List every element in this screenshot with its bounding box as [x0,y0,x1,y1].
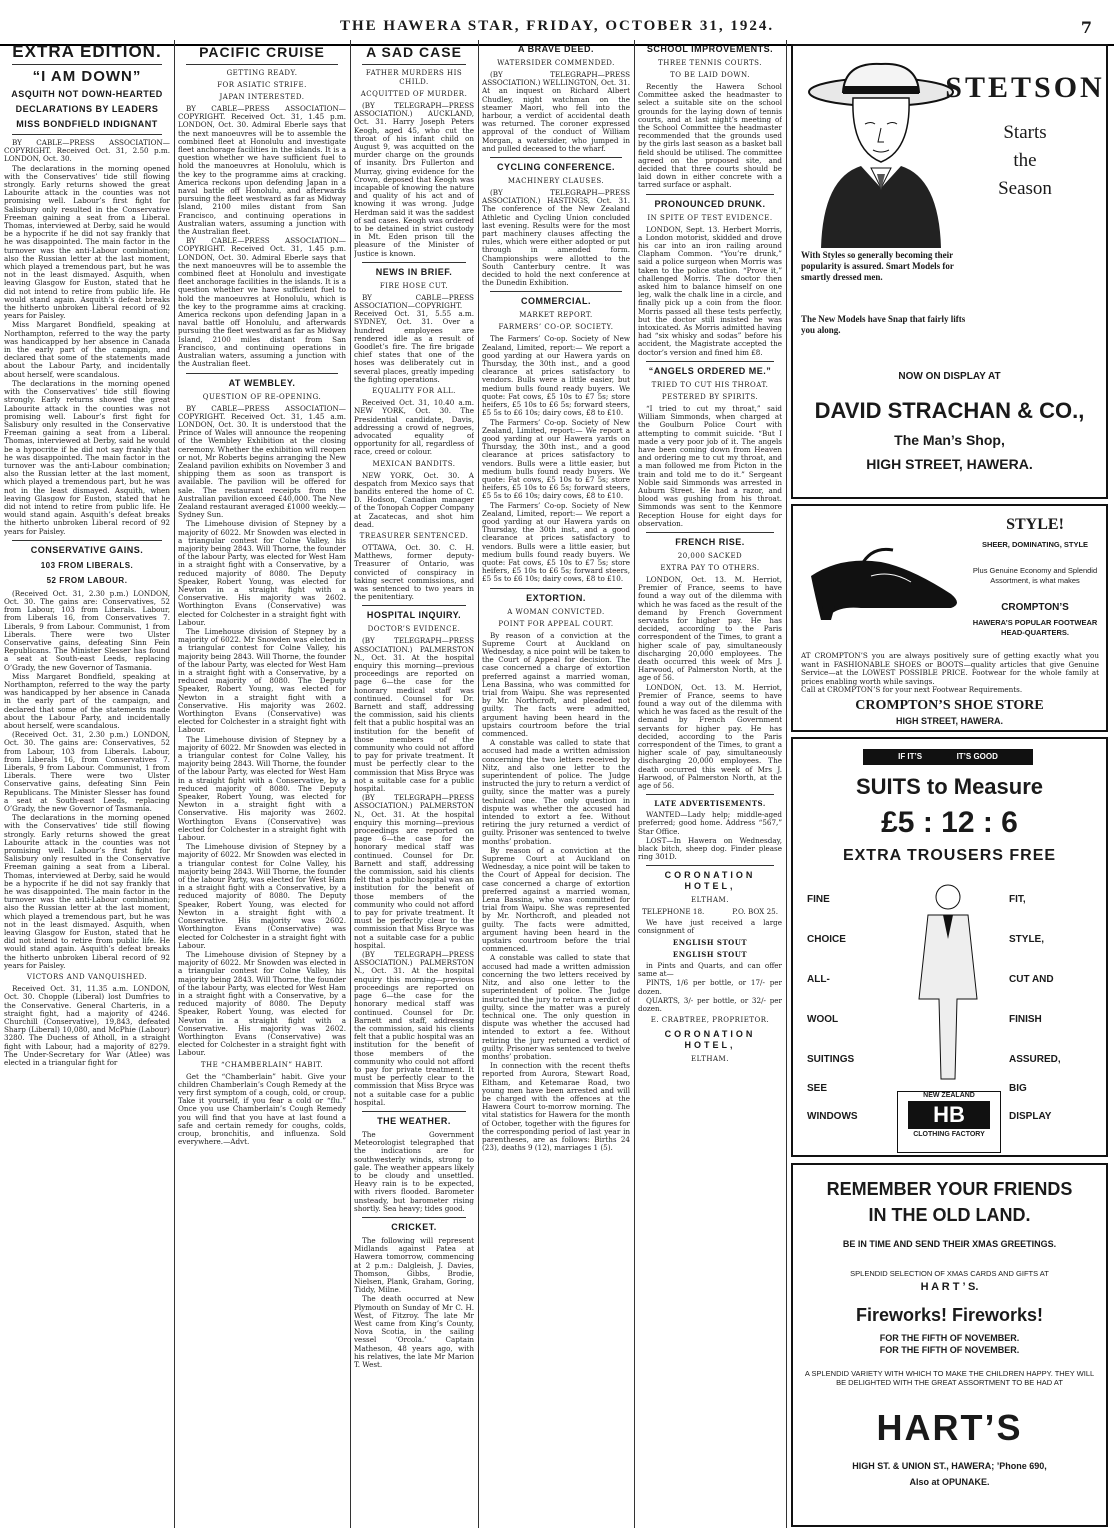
article-subheading: 20,000 SACKED [677,551,743,560]
proprietor-name: E. CRABTREE, PROPRIETOR. [650,1016,770,1025]
crompton-style: STYLE! [1006,516,1064,533]
article-subheading: A WOMAN CONVICTED. [507,607,605,616]
article-body: LONDON, Oct. 13. M. Herriot, Premier of France, seems to have found a way out of the dilemma with which he was faced as the result of the demand by French Government servants for higher pay. He has decided, according to the Paris correspondent of the Times, to grant a higher scale of pay, simultaneously discharging 20,000 employees. The death occurred this week of Mrs J. Harwood, of Palmerston North, at the age of 56. [638,574,782,683]
section-heading: LATE ADVERTISEMENTS. [654,799,766,809]
harts-selection: SPLENDID SELECTION OF XMAS CARDS AND GIFTS AT [850,1269,1049,1278]
logo-text: NEW ZEALAND [923,1092,975,1099]
article-body: NEW YORK, Oct. 30. A despatch from Mexico says that bandits entered the home of C. D. Hodson, Canadian manager of the Tonopah Copper Company at Zacatecas, and shot him dead. [354,470,474,529]
product-name: ENGLISH STOUT [672,938,748,948]
article-body: The Farmers’ Co-op. Society of New Zealand, Limited, report:— We report a good yarding at our Hawera yards on Thursday, the 30th inst., and a good clearance at prices satisfactory to vendors. Bulls were a little easier, but medium bulls found ready buyers. We quote: Fat cows, £5 10s to £7 5s; store heifers, £5 10s to £6 5s; forward steers, £5 5s to £6 10s; dairy cows, £8 to £10. [482,417,630,501]
suits-feature-left: WOOL [807,1014,839,1025]
suits-windows: WINDOWS [807,1111,858,1122]
article-body: (BY TELEGRAPH—PRESS ASSOCIATION.) PALMERSTON N., Oct. 31. At the hospital enquiry this morning—previous proceedings are reported on page 6—the case for the honorary medical staff was continued. Counsel for Dr. Barnett and staff, addressing the commission, said his clients felt that a public hospital was an institution for the benefit of those members of the community who could not afford to pay for private treatment. It must be perfectly clear to the commission that Miss Bryce was not a suitable case for a public hospital. [354,636,474,794]
article-subheading: FOR ASIATIC STRIFE. [217,81,307,89]
article-body: “I tried to cut my throat,” said William Simmonds, when charged at the Goulburn Police Court with attempting to commit suicide. “But I made a very poor job of it. The angels have been coming down from Heaven and ordering me to cut my throat, and a man followed me from Picton in the train and told me to do it.” Sergeant Noble said Simmonds was arrested in Auburn Street. He had a razor, and blood was gushing from his throat. Simmonds was sent to the Kenmore Reception House for eight days for observation. [638,403,782,528]
article-body: (BY TELEGRAPH—PRESS ASSOCIATION.) PALMERSTON N., Oct. 31. At the hospital enquiry this morning—previous proceedings are reported on page 6—the case for the honorary medical staff was continued. Counsel for Dr. Barnett and staff, addressing the commission, said his clients felt that a public hospital was an institution for the benefit of those members of the community who could not afford to pay for private treatment. It must be perfectly clear to the commission that Miss Bryce was not a suitable case for a public hospital. [354,950,474,1107]
column-rule [478,40,479,1528]
crompton-plus: Plus Genuine Economy and Splendid Assortment, is what makes [972,566,1098,585]
article-subheading: GETTING READY. [226,69,298,77]
article-body: LONDON, Oct. 13. M. Herriot, Premier of France, seems to have found a way out of the dilemma with which he was faced as the result of the demand by French Government servants for higher pay. He has decided, according to the Paris correspondent of the Times, to grant a higher scale of pay, simultaneously discharging 20,000 employees. The death occurred this week of Mrs J. Harwood, of Palmerston North, at the age of 56. [638,682,782,791]
article-body: (BY TELEGRAPH—PRESS ASSOCIATION.) HASTINGS, Oct. 31. The conference of the New Zealand Athletic and Cycling Union concluded last evening. Results were for the most part machinery clauses affecting the rules, which were either adopted or put through in amended form. Championships were allotted to the South Canterbury centre. It was decided to hold the next conference at the Dunedin Exhibition. [482,188,630,288]
article-body: Received Oct. 31, 10.40 a.m. NEW YORK, Oct. 30. The Presidential candidate, Davis, addressing a crowd of negroes, advocated equality of opportunity for all, regardless of race, creed or colour. [354,398,474,457]
badge-text: IF IT’S [898,752,923,761]
harts-opunake: Also at OPUNAKE. [909,1477,990,1487]
article-body: The following will represent Midlands against Patea at Hawera tomorrow, commencing at 2 p.m.: Dalgleish, J. Davies, Thomson, Gibbs, Brodie, Nielsen, Plank, Graham, Goring, Tiddy, Milne. [354,1235,474,1295]
hotel-name: CORONATION HOTEL, [664,870,756,892]
article-subheading: MACHINERY CLAUSES. [507,177,605,186]
article-subheading: MEXICAN BANDITS. [372,459,456,468]
harts-ad [791,1163,1108,1527]
article-body: BY CABLE—PRESS ASSOCIATION—COPYRIGHT. Received Oct. 31, 1.45 a.m. LONDON, Oct. 30. It is understood that the Prince of Wales will announce the reopening of the Wembley Exhibition at the closing ceremony. Whether the exhibition will reopen or not, Mr Roberts begins arranging the New Zealand pavilion exhibits on November 3 and shipping them as soon as transport is available. The pavilion will be offered for sale. The restaurant receipts from the Australian pavilion exceed £40,000. The New Zealand restaurant averaged £1000 weekly.—Sydney Sun. [178,403,346,520]
column-rule [634,40,635,1528]
harts-variety: A SPLENDID VARIETY WITH WHICH TO MAKE THE CHILDREN HAPPY. THEY WILL BE DELIGHTED WITH THE GREAT ASSORTMENT TO BE HAD AT [804,1369,1095,1387]
article-subheading: FIRE HOSE CUT. [379,281,449,290]
article-body: By reason of a conviction at the Supreme Court at Auckland on Wednesday, a nice point will be taken to the Court of Appeal for decision. The case concerned a charge of extortion preferred against a married woman, Lena Bassina, who was committed for trial from Waipu. She was represented by Mr. Northcroft, and pleaded not guilty. The facts were admitted, argument having been heard in the upstairs courtroom before the trial commenced. [482,845,630,954]
column-1 [4,40,170,1528]
suits-feature-right: CUT AND [1009,974,1054,985]
article-subheading: DECLARATIONS BY LEADERS [15,104,159,114]
article-body: Received Oct. 31, 11.35 a.m. LONDON, Oct. 30. Chopple (Liberal) lost Dumfries to the Conservative. General Charteris, in a straight fight, had a majority of 4246. Churchill (Conservative), 19,843, defeated Sharp (Liberal) 10,080, and McPhie (Labour) 3280. The Duchess of Atholl, in a straight fight with Labour, had a majority of 8279. The Under-Secretary for War (Atlee) was elected in a triangular fight for [4,984,170,1067]
column-3 [354,40,474,1528]
section-heading: VICTORS AND VANQUISHED. [26,973,148,982]
section-heading: THE “CHAMBERLAIN” HABIT. [200,1060,324,1069]
stetson-copy: With Styles so generally becoming their popularity is assured. Smart Models for smartly dressed men. [801,250,954,282]
crompton-store: CROMPTON’S SHOE STORE [855,698,1044,713]
article-headline: CYCLING CONFERENCE. [496,162,615,173]
suits-feature-right: STYLE, [1009,934,1045,945]
article-body: OTTAWA, Oct. 30. C. H. Matthews, former deputy-Treasurer of Ontario, was convicted of conspiracy in taking secret commissions, and was sentenced to two years in the penitentiary. [354,542,474,602]
price-line: PINTS, 1/6 per bottle, or 17/- per dozen. [638,978,782,996]
shoe-illustration [801,516,971,626]
suits-feature-right: FINISH [1009,1014,1042,1025]
suits-right-list [1009,894,1099,1094]
crompton-body: AT CROMPTON’S you are always positively sure of getting exactly what you want in FASHIONABLE SHOES or BOOTS—quality articles that give Genuine Service—at the LOWEST POSSIBLE PRICE. Footwear for the whole family at prices enabling worth while savings. [801,651,1099,686]
article-subheading: FARMERS’ CO-OP. SOCIETY. [498,323,614,332]
article-subheading: MISS BONDFIELD INDIGNANT [16,119,158,129]
article-headline: A BRAVE DEED. [517,44,594,54]
article-body: BY CABLE—PRESS ASSOCIATION—COPYRIGHT. Received Oct. 31, 1.45 p.m. LONDON, Oct. 30. Admiral Eberle says that the next manoeuvres will be to assemble the combined fleet at Honolulu and investigate fleet anchorage facilities in the islands. It is a question whether we have sufficient fuel to hold the manoeuvres at Honolulu, which is the key to the programme aims at cracking. America reckons upon defending Japan in a naval battle off Honolulu, and afterwards pursuing the fleet westward as far as Midway Island, 2100 miles distant from San Francisco, and continuing operations in Australian waters, assuming a junction with the Australian fleet. [178,236,346,369]
article-body: Recently the Hawera School Committee asked the headmaster to select a suitable site on the school grounds for the laying down of tennis courts, and at last night’s meeting of the School Committee the headmaster recommended that the grounds used by the girls last season as a basket ball field should be utilised. The committee agreed on the proposed site, and decided that three courts should be laid down in either concrete with a tarred surface or asphalt. [638,82,782,190]
hotel-pobox: P.O. BOX 25. [732,907,778,917]
harts-fireworks: Fireworks! Fireworks! [855,1305,1044,1325]
crompton-address: HIGH STREET, HAWERA. [895,716,1003,726]
classified-ad: WANTED—Lady help; middle-aged preferred; good home. Address “567,” Star Office. [638,810,782,836]
its-good-badge [863,749,1033,765]
article-headline: SCHOOL IMPROVEMENTS. [646,44,774,54]
section-subheading: 103 FROM LIBERALS. [40,560,134,570]
article-body: The declarations in the morning opened with the Conservatives’ tide still flowing strongly. Early returns showed the great Labourite attack in the counties was not promising well. Labour’s first fight for Salisbury only resulted in the Conservative Freeman gaining a seat from a Liberal. Thomas, interviewed at Derby, said he would be a hypocrite if he did not say frankly that he was disappointed. The main factor in the turnover was the anti-Labour combination; also the Russian letter at the last moment, which played a tremendous part, but he was not in the least dismayed. Asquith, when leaving Glasgow for Euston, stated that he did not intend to retire from public life. He would stand again. Asquith’s defeat breaks the hitherto unbroken Liberal record of 92 years for Paisley. [4,813,170,970]
hat-man-illustration [801,58,961,248]
suits-feature-left: SUITINGS [807,1054,855,1065]
harts-name-small: H A R T ’ S. [920,1281,979,1293]
article-headline: PACIFIC CRUISE [199,44,325,60]
masthead-title: THE HAWERA STAR, FRIDAY, OCTOBER 31, 1924. [340,18,775,34]
advertorial-body: Get the “Chamberlain” habit. Give your children Chamberlain’s Cough Remedy at the very first symptom of a cough, cold, or croup. Take it yourself, if you fear a cold or “flu.” Once you use Chamberlain’s Cough Remedy you will find that you have at last found a safe and certain remedy for coughs, colds, croup, bronchitis, and influenza. Sold everywhere.—Advt. [178,1071,346,1147]
store-name: DAVID STRACHAN & CO., [814,398,1085,423]
article-subheading: QUESTION OF RE-OPENING. [202,392,322,401]
hotel-location: ELTHAM. [691,1055,729,1064]
store-address: HIGH STREET, HAWERA. [866,456,1033,472]
harts-headline: IN THE OLD LAND. [868,1205,1031,1225]
hotel-location: ELTHAM. [691,896,729,905]
article-body: (BY TELEGRAPH—PRESS ASSOCIATION.) PALMERSTON N., Oct. 31. At the hospital enquiry this morning—previous proceedings are reported on page 6—the case for the honorary medical staff was continued. Counsel for Dr. Barnett and staff, addressing the commission, said his clients felt that a public hospital was an institution for the benefit of those members of the community who could not afford to pay for private treatment. It must be perfectly clear to the commission that Miss Bryce was not a suitable case for a public hospital. [354,793,474,950]
article-subheading: JAPAN INTERESTED. [219,93,305,101]
harts-address: HIGH ST. & UNION ST., HAWERA; ’Phone 690, [852,1461,1047,1471]
article-headline: A SAD CASE [366,44,462,60]
column-rule [174,40,175,1528]
hotel-telephone: TELEPHONE 18. [642,907,705,917]
suits-price: £5 : 12 : 6 [881,806,1018,839]
article-body: Miss Margaret Bondfield, speaking at Northampton, referred to the way the party was handicapped by her absence in Canada in the early part of the campaign, and declared that some of the statements made about the Labour Party, and incidentally about herself, were scandalous. [4,671,170,730]
suits-feature-left: FINE [807,894,830,905]
harts-name: HART’S [876,1407,1023,1448]
stetson-copy: The New Models have Snap that fairly lifts you along. [801,314,966,335]
product-name: ENGLISH STOUT [672,950,748,960]
article-headline: AT WEMBLEY. [228,377,296,388]
article-subheading: THREE TENNIS COURTS. [658,59,762,67]
suit-figure-illustration [893,879,1003,1089]
stetson-line: Season [998,178,1052,199]
harts-greetings: BE IN TIME AND SEND THEIR XMAS GREETINGS. [842,1239,1057,1249]
article-body: The Limehouse division of Stepney by a majority of 6022. Mr Snowden was elected in a triangular contest for Colne Valley, his majority being 2843. Will Thorne, the founder of the labour Party, was elected for West Ham in a straight fight with a Conservative, by a reduced majority of 8080. The Deputy Speaker, Robert Young, was elected for Newton in a straight fight with a Conservative. His majority was 2602. Worthington Evans (Conservative) was elected for Colchester in a straight fight with Labour. [178,734,346,843]
badge-text: IT’S GOOD [956,752,998,761]
crompton-popular: HAWERA’S POPULAR FOOTWEAR HEAD-QUARTERS. [972,618,1098,637]
article-body: In connection with the recent thefts reported from Aurora, Stewart Road, Eltham, and Ketemarae Road, two young men have been arrested and will be charged with the offences at the Hawera Court to-morrow morning. The vital statistics for Hawera for the month of October, together with the figures for the corresponding period of last year in parentheses, are as follows: Births 24 (23), deaths 9 (12), marriages 1 (5). [482,1061,630,1153]
stetson-line: the [1013,150,1037,171]
column-rule [350,40,351,1528]
article-body: The Limehouse division of Stepney by a majority of 6022. Mr Snowden was elected in a triangular contest for Colne Valley, his majority being 2843. Will Thorne, the founder of the labour Party, was elected for West Ham in a straight fight with a Conservative, by a reduced majority of 8080. The Deputy Speaker, Robert Young, was elected for Newton in a straight fight with a Conservative. His majority was 2602. Worthington Evans (Conservative) was elected for Colchester in a straight fight with Labour. [178,949,346,1058]
article-body: The declarations in the morning opened with the Conservatives’ tide still flowing strongly. Early returns showed the great Labourite attack in the counties was not promising well. Labour’s first fight for Salisbury only resulted in the Conservative Freeman gaining a seat from a Liberal. Thomas, interviewed at Derby, said he would be a hypocrite if he did not say frankly that he was disappointed. The main factor in the turnover was the anti-Labour combination; also the Russian letter at the last moment, which played a tremendous part, but he was not in the least dismayed. Asquith, when leaving Glasgow for Euston, stated that he did not intend to retire from public life. He would stand again. Asquith’s defeat breaks the hitherto unbroken Liberal record of 92 years for Paisley. [4,163,170,321]
article-headline: FRENCH RISE. [675,536,745,547]
ad-body: We have just received a large consignment of [638,917,782,935]
ad-body: in Pints and Quarts, and can offer same at— [638,961,782,979]
article-subheading: TO BE LAID DOWN. [670,71,750,79]
article-subheading: FATHER MURDERS HIS CHILD. [365,69,463,86]
harts-headline: REMEMBER YOUR FRIENDS [826,1179,1073,1199]
column-4 [482,40,630,1528]
suits-extra: EXTRA TROUSERS FREE [842,847,1057,864]
stetson-display: NOW ON DISPLAY AT [898,371,1001,382]
article-subheading: PESTERED BY SPIRITS. [661,392,759,401]
article-headline: “I AM DOWN” [32,68,142,85]
logo-text: HB [908,1101,990,1129]
suits-title: SUITS to Measure [855,774,1044,799]
extra-edition-heading: EXTRA EDITION. [12,42,162,61]
article-body: (BY TELEGRAPH—PRESS ASSOCIATION.) AUCKLAND, Oct. 31. Harry Joseph Peters Keogh, aged 45, who cut the throat of his infant child on August 9, was acquitted on the murder charge on the grounds of insanity. Drs Fullerton and Murray, giving evidence for the Crown, deposed that Keogh was incapable of knowing the nature and quality of his act and of knowing it was wrong. Judge Herdman said it was the saddest of sad cases. Keogh was ordered to be detained in strict custody in Mt. Eden prison till the pleasure of the Minister of Justice is known. [354,101,474,258]
article-body: BY CABLE—PRESS ASSOCIATION—COPYRIGHT. Received Oct. 31, 5.55 a.m. SYDNEY, Oct. 31. Over a hundred employees are rendered idle as a result of Goodlet’s fire. The fire brigade chief states that one of the hoses was deliberately cut in several places, greatly impeding the fighting operations. [354,292,474,384]
price-line: QUARTS, 3/- per bottle, or 32/- per dozen. [638,995,782,1014]
article-subheading: WATERSIDER COMMENDED. [497,59,615,67]
column-rule [786,40,787,1528]
article-headline: NEWS IN BRIEF. [375,266,453,277]
suits-feature-right: FIT, [1009,894,1026,905]
article-subheading: TRIED TO CUT HIS THROAT. [651,380,769,389]
article-headline: THE WEATHER. [377,1115,451,1126]
article-body: A constable was called to state that accused had made a written admission concerning the two letters received by Nitz, and also one letter to the superintendent of police. The Judge instructed the jury to return a verdict of guilty, since the matter was a purely technical one. The only question in dispute was whether the accused had intended to extort a fee. Without retiring the jury returned a verdict of guilty. Prisoner was sentenced to twelve months’ probation. [482,953,630,1061]
article-body: The Government Meteorologist telegraphed that the indications are for southwesterly winds, strong to gale. The weather appears likely to be cloudy and unsettled. Heavy rain is to be expected, with rivers flooded. Barometer unsteady, but barometer rising shortly. Sea heavy; tides good. [354,1129,474,1213]
suits-feature-right: ASSURED, [1009,1054,1061,1065]
crompton-name: CROMPTON’S [1001,602,1069,613]
article-subheading: EQUALITY FOR ALL. [372,387,456,396]
classified-ad: LOST—In Hawera on Wednesday, black bitch, sheep dog. Finder please ring 301D. [638,835,782,862]
article-body: BY CABLE—PRESS ASSOCIATION—COPYRIGHT. Received Oct. 31, 1.45 p.m. LONDON, Oct. 30. Admiral Eberle says that the next manoeuvres will be to assemble the combined fleet at Honolulu and investigate fleet anchorage facilities in the islands. It is a question whether we have sufficient fuel to hold the manoeuvres at Honolulu, which is the key to the programme aims at cracking. America reckons upon defending Japan in a naval battle off Honolulu, and afterwards pursuing the fleet westward as far as Midway Island, 2100 miles distant from San Francisco, and continuing operations in Australian waters, assuming a junction with the Australian fleet. [178,104,346,237]
suits-display: DISPLAY [1009,1111,1052,1122]
article-headline: PRONOUNCED DRUNK. [654,198,766,209]
article-headline: CRICKET. [391,1221,437,1232]
harts-fifth: FOR THE FIFTH OF NOVEMBER. [879,1333,1020,1343]
section-heading: CONSERVATIVE GAINS. [30,544,144,555]
stetson-line: Starts [1003,122,1047,143]
article-body: (Received Oct. 31, 2.30 p.m.) LONDON, Oct. 30. The gains are: Conservatives, 52 from Labour, 103 from Liberals. Labour, from Liberals 16, from Conservatives 7. Liberals, 9 from Labour. Communist, 1 from Liberals. There were two Ulster Conservative gains, defeating Sinn Fein Republicans. The Minister Slesser has found a seat at South-east Leeds, replacing O’Grady, the new Governor of Tasmania. [4,588,170,672]
stetson-brand: STETSON [945,71,1105,104]
article-subheading: ACQUITTED OF MURDER. [360,90,468,98]
article-subheading: IN SPITE OF TEST EVIDENCE. [647,213,773,222]
section-subheading: 52 FROM LABOUR. [46,575,128,585]
article-headline: COMMERCIAL. [521,296,591,307]
article-body: The Limehouse division of Stepney by a majority of 6022. Mr Snowden was elected in a triangular contest for Colne Valley, his majority being 2843. Will Thorne, the founder of the labour Party, was elected for West Ham in a straight fight with a Conservative, by a reduced majority of 8080. The Deputy Speaker, Robert Young, was elected for Newton in a straight fight with a Conservative. His majority was 2602. Worthington Evans (Conservative) was elected for Colchester in a straight fight with Labour. [178,626,346,735]
stetson-ad [791,44,1108,499]
article-body: Miss Margaret Bondfield, speaking at Northampton, referred to the way the party was handicapped by her absence in Canada in the early part of the campaign, and declared that some of the statements made about the Labour Party, and incidentally about herself, were scandalous. [4,320,170,379]
article-headline: HOSPITAL INQUIRY. [366,610,462,621]
article-body: A constable was called to state that accused had made a written admission concerning the two letters received by Nitz, and also one letter to the superintendent of police. The Judge instructed the jury to return a verdict of guilty, since the matter was a purely technical one. The only question in dispute was whether the accused had intended to extort a fee. Without retiring the jury returned a verdict of guilty. Prisoner was sentenced to twelve months’ probation. [482,738,630,846]
harts-fifth: FOR THE FIFTH OF NOVEMBER. [879,1345,1020,1355]
suits-feature-left: ALL- [807,974,830,985]
article-body: The Farmers’ Co-op. Society of New Zealand, Limited, report:— We report a good yarding at our Hawera yards on Thursday, the 30th inst., and a good clearance at prices satisfactory to vendors. Bulls were a little easier, but medium bulls found ready buyers. We quote: Fat cows, £5 10s to £7 5s; store heifers, £5 10s to £6 5s; forward steers, £5 5s to £6 10s; dairy cows, £8 to £10. [482,500,630,584]
store-tagline: The Man’s Shop, [894,432,1005,448]
article-subheading: TREASURER SENTENCED. [359,531,469,540]
article-body: The declarations in the morning opened with the Conservatives’ tide still flowing strongly. Early returns showed the great Labourite attack in the counties was not promising well. Labour’s first fight for Salisbury only resulted in the Conservative Freeman gaining a seat from a Liberal. Thomas, interviewed at Derby, said he would be a hypocrite if he did not say frankly that he was disappointed. The main factor in the turnover was the anti-Labour combination; also the Russian letter at the last moment, which played a tremendous part, but he was not in the least dismayed. Asquith, when leaving Glasgow for Euston, stated that he did not intend to retire from public life. He would stand again. Asquith’s defeat breaks the hitherto unbroken Liberal record of 92 years for Paisley. [4,378,170,536]
suits-see: SEE [807,1083,828,1094]
article-body: The death occurred at New Plymouth on Sunday of Mr C. H. West, of Fitzroy. The late Mr West came from King’s County, Nova Scotia, in the sailing vessel ‘Orcola.’ Captain Matheson, 48 years ago, with his relatives, the late Mr Marion T. West. [354,1294,474,1370]
article-body: The Limehouse division of Stepney by a majority of 6022. Mr Snowden was elected in a triangular contest for Colne Valley, his majority being 2843. Will Thorne, the founder of the labour Party, was elected for West Ham in a straight fight with a Conservative, by a reduced majority of 8080. The Deputy Speaker, Robert Young, was elected for Newton in a straight fight with a Conservative. His majority was 2602. Worthington Evans (Conservative) was elected for Colchester in a straight fight with Labour. [178,842,346,950]
article-body: By reason of a conviction at the Supreme Court at Auckland on Wednesday, a nice point will be taken to the Court of Appeal for decision. The case concerned a charge of extortion preferred against a married woman, Lena Bassina, who was committed for trial from Waipu. She was represented by Mr. Northcroft, and pleaded not guilty. The facts were admitted, argument having been heard in the upstairs courtroom before the trial commenced. [482,630,630,738]
crompton-sub: SHEER, DOMINATING, STYLE [981,540,1089,549]
article-subheading: EXTRA PAY TO OTHERS. [660,563,760,572]
article-subheading: MARKET REPORT. [519,311,593,320]
suits-big: BIG [1009,1083,1027,1094]
article-headline: EXTORTION. [526,592,586,603]
article-body: LONDON, Sept. 13. Herbert Morris, a London motorist, skidded and drove his car into an iron railing around Clapham Common. “You’re drunk,” said a police surgeon when Morris was taken to the police station. “Prove it,” challenged Morris. The doctor then asked him to balance himself on one leg, walk the chalk line in a circle, and finally pick up a coin from the floor. Morris passed all these tests perfectly, but the doctor still insisted he was intoxicated. As Morris admitted having had “six whisky and sodas” before his accident, the Magistrate accepted the doctor’s version and fined him £8. [638,224,782,357]
crompton-call: Call at CROMPTON’S for your next Footwear Requirements. [801,685,1023,694]
dateline: BY CABLE—PRESS ASSOCIATION—COPYRIGHT. Received Oct. 31, 2.50 p.m. LONDON, Oct. 30. [4,138,170,164]
article-body: The Limehouse division of Stepney by a majority of 6022. Mr Snowden was elected in a triangular contest for Colne Valley, his majority being 2843. Will Thorne, the founder of the labour Party, was elected for West Ham in a straight fight with a Conservative, by a reduced majority of 8080. The Deputy Speaker, Robert Young, was elected for Newton in a straight fight with a Conservative. His majority was 2602. Worthington Evans (Conservative) was elected for Colchester in a straight fight with Labour. [178,519,346,627]
article-subheading: ASQUITH NOT DOWN-HEARTED [11,89,163,99]
crompton-ad [791,504,1108,732]
article-subheading: POINT FOR APPEAL COURT. [498,619,614,628]
nz-clothing-factory-logo [897,1091,1001,1153]
column-2 [178,40,346,1528]
suits-ad [791,737,1108,1157]
article-body: The Farmers’ Co-op. Society of New Zealand, Limited, report:— We report a good yarding at our Hawera yards on Thursday, the 30th inst., and a good clearance at prices satisfactory to vendors. Bulls were a little easier, but medium bulls found ready buyers. We quote: Fat cows, £5 10s to £7 5s; store heifers, £5 10s to £6 5s; forward steers, £5 5s to £6 10s; dairy cows, £8 to £10. [482,334,630,418]
logo-text: CLOTHING FACTORY [913,1131,985,1138]
suits-left-list [807,894,887,1094]
hotel-name: CORONATION HOTEL, [664,1029,756,1051]
article-body: (BY TELEGRAPH—PRESS ASSOCIATION.) WELLINGTON, Oct. 31. At an inquest on Richard Albert Chudley, night watchman on the steamer Maori, who fell into the harbour, a verdict of accidental death was returned. The coroner expressed approval of the conduct of William Morgan, a watersider, who jumped in and pulled deceased to the wharf. [482,70,630,153]
suits-feature-left: CHOICE [807,934,846,945]
page-number: 7 [1080,18,1092,37]
article-headline: “ANGELS ORDERED ME.” [648,365,772,376]
article-body: (Received Oct. 31, 2.30 p.m.) LONDON, Oct. 30. The gains are: Conservatives, 52 from Labour, 103 from Liberals. Labour, from Liberals 16, from Conservatives 7. Liberals, 9 from Labour. Communist, 1 from Liberals. There were two Ulster Conservative gains, defeating Sinn Fein Republicans. The Minister Slesser has found a seat at South-east Leeds, replacing O’Grady, the new Governor of Tasmania. [4,730,170,814]
article-subheading: DOCTOR’S EVIDENCE. [367,625,461,634]
column-5 [638,40,782,1528]
